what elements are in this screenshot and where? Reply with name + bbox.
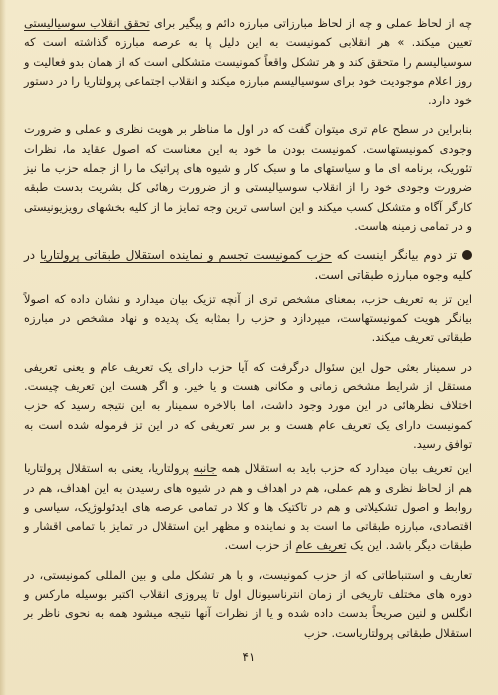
page-number: ۴۱ (242, 650, 256, 664)
paragraph-1 (24, 14, 472, 110)
thesis-two-text-b: در کلیه وجوه مبارزه طبقاتی است. (24, 248, 472, 282)
paragraph-6-text-c: از حزب است. (224, 538, 296, 553)
thesis-two-text-a: تز دوم بیانگر اینست که (331, 248, 457, 263)
paragraph-4: این تز به تعریف حزب، بمعنای مشخص تری از آنچه تزیک بیان میدارد و نشان داده که اصولاً بیانگر هویت کمونیستهاست، میپردازد و حزب را بمثابه یک پدیده و نهاد مشخص در مبارزه طبقاتی تعریف میکند. (24, 291, 472, 345)
paragraph-6-text-a: این تعریف بیان میدارد که حزب باید به استقلال همه (216, 461, 472, 476)
paragraph-6 (24, 459, 472, 555)
underlined-phrase-party-embodiment: حزب کمونیست تجسم و نماینده استقلال طبقاتی پرولتاریا (40, 248, 332, 263)
underlined-phrase-socialist-revolution: تحقق انقلاب سوسیالیستی (24, 16, 150, 30)
paragraph-1-text-a: چه از لحاظ عملی و چه از لحاظ مبارزاتی مبارزه دائم و پیگیر برای (149, 16, 472, 30)
paragraph-1-text-b: تعیین میکند. » هر انقلابی کمونیست به این دلیل پا به عرصه مبارزه گذاشته است که سوسیالیسم را متحقق کند و هر تشکل واقعاً کمونیست متشکلی است که از همان بدو فعالیت و روز اعلام موجودیت خود برای سوسیالیسم مبارزه میکند و انقلاب اجتماعی پرولتاریا را در دستور خود دارد. (24, 35, 472, 108)
paragraph-6-text-b: پرولتاریا، یعنی به استقلال پرولتاریا هم از لحاظ نظری و هم عملی، هم در اهداف و هم در شیوه های رسیدن به این اهداف، هم در روابط و اصول تشکیلاتی و هم در تاکتیک ها و کلا در تمامی عرصه های ایدئولوژیک، سیاسی و اقتصادی، مبارزه طبقاتی ما است بد و نماینده و مظهر این استقلال در تمایز با تمامی اقشار و طبقات دیگر باشد. این یک (24, 461, 472, 553)
paragraph-2: بنابراین در سطح عام تری میتوان گفت که در اول ما مناظر بر هویت نظری و عملی و ضرورت وجودی کمونیستهاست. کمونیست بودن ما خود به این معناست که اصول عقاید ما، نظرات تئوریک، برنامه ای ما و سیاستهای ما و سبک کار و شیوه های پراتیک ما را از جمله حزب ما نیز ضرورت وجودی خود را از انقلاب سوسیالیستی و از ضرورت رهائی کل بشریت بدست طبقه کارگر آگاه و متشکل کسب میکند و این اساسی ترین وجه تمایز ما از کلیه بخشهای رویزیونیستی و در تمامی زمینه هاست. (24, 122, 472, 233)
underlined-word-comprehensive: جانبه (193, 461, 217, 476)
paragraph-7: تعاریف و استنباطاتی که از حزب کمونیست، و با هر تشکل ملی و بین المللی کمونیستی، در دوره های مختلف تاریخی از زمان انترناسیونال اول تا پیروزی انقلاب اکتبر بوسیله مارکس و انگلس و لنین صریحاً بدست داده شده و یا از نظرات آنها نتیجه میشود همه به نحوی ناظر بر استقلال طبقاتی پرولتاریاست. حزب (24, 567, 472, 640)
paragraph-5: در سمینار بعثی حول این سئوال درگرفت که آیا حزب دارای یک تعریف عام و یعنی تعریفی مستقل از شرایط مشخص زمانی و مکانی هست و یا خیر. و اگر هست این تعریف چیست. اختلاف نظرهائی در این مورد وجود داشت، اما بالاخره سمینار به این نتیجه رسید که حزب کمونیست دارای یک تعریف عام هست و بر سر تعریفی که در این تز فرموله شده است به توافق رسید. (24, 359, 472, 451)
page-edge-shadow (0, 0, 6, 695)
bullet-dot-icon (462, 250, 472, 260)
thesis-two-heading (24, 246, 472, 285)
underlined-phrase-general-definition: تعریف عام (295, 538, 347, 553)
